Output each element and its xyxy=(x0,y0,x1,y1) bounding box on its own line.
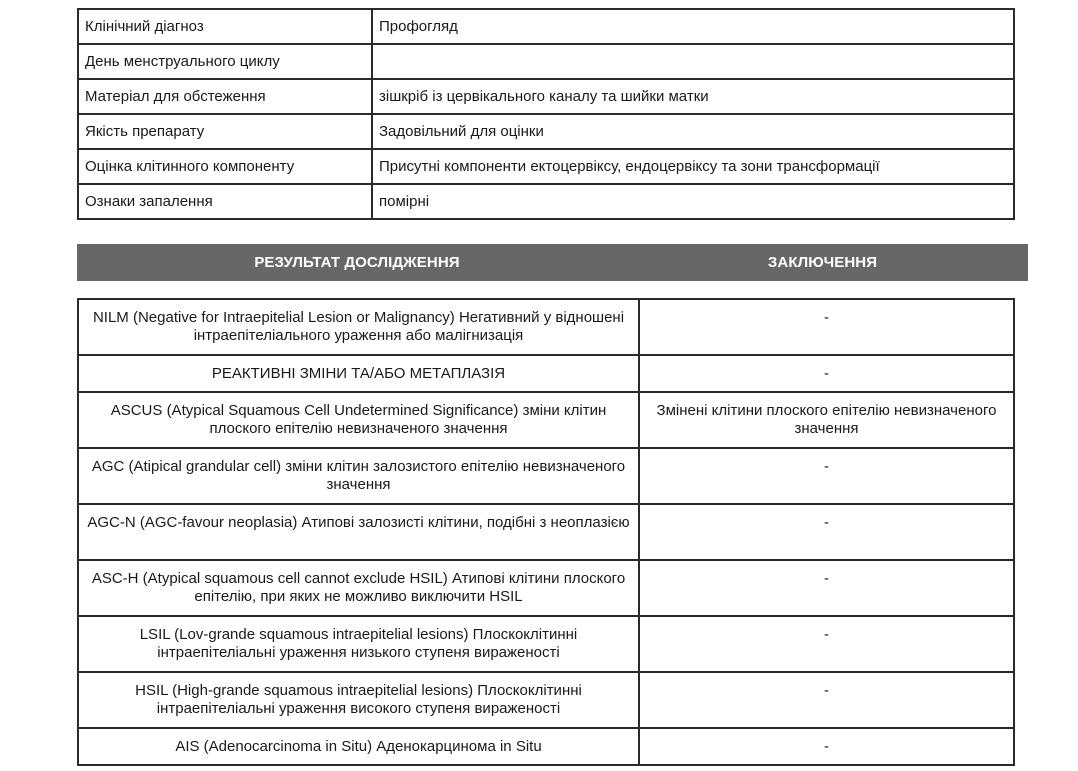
conclusion-cell: - xyxy=(639,560,1014,616)
table-row xyxy=(78,9,1014,44)
finding-cell: LSIL (Lov-grande squamous intraepitelial lesions) Плоскоклітинні інтраепітеліальні ураження низького ступеня вираженості xyxy=(78,616,639,672)
finding-cell: AIS (Adenocarcinoma in Situ) Аденокарцинома in Situ xyxy=(78,728,639,765)
row-value: Присутні компоненти ектоцервіксу, ендоцервіксу та зони трансформації xyxy=(372,149,1014,184)
conclusion-cell: - xyxy=(639,448,1014,504)
row-label: День менструального циклу xyxy=(78,44,372,79)
finding-cell: ASCUS (Atypical Squamous Cell Undetermined Significance) зміни клітин плоского епітелію невизначеного значення xyxy=(78,392,639,448)
row-value: зішкріб із цервікального каналу та шийки матки xyxy=(372,79,1014,114)
conclusion-cell: - xyxy=(639,504,1014,560)
row-label: Оцінка клітинного компоненту xyxy=(78,149,372,184)
conclusion-cell: - xyxy=(639,672,1014,728)
table-row xyxy=(78,355,1014,392)
table-row xyxy=(78,149,1014,184)
table-row xyxy=(78,299,1014,355)
clinical-info-table xyxy=(77,8,1015,220)
finding-cell: HSIL (High-grande squamous intraepitelial lesions) Плоскоклітинні інтраепітеліальні ураження високого ступеня вираженості xyxy=(78,672,639,728)
row-label: Матеріал для обстеження xyxy=(78,79,372,114)
row-label: Якість препарату xyxy=(78,114,372,149)
finding-cell: AGC-N (AGC-favour neoplasia) Атипові залозисті клітини, подібні з неоплазією xyxy=(78,504,639,560)
row-value: Профогляд xyxy=(372,9,1014,44)
table-row xyxy=(78,728,1014,765)
row-label: Ознаки запалення xyxy=(78,184,372,219)
conclusion-cell: - xyxy=(639,355,1014,392)
row-value xyxy=(372,44,1014,79)
table-row xyxy=(78,448,1014,504)
table-row xyxy=(78,392,1014,448)
finding-cell: ASC-H (Atypical squamous cell cannot exclude HSIL) Атипові клітини плоского епітелію, при яких не можливо виключити HSIL xyxy=(78,560,639,616)
finding-cell: AGC (Atipical grandular cell) зміни клітин залозистого епітелію невизначеного значення xyxy=(78,448,639,504)
table-row xyxy=(78,114,1014,149)
conclusion-column-heading: ЗАКЛЮЧЕННЯ xyxy=(767,254,878,271)
finding-cell: РЕАКТИВНІ ЗМІНИ ТА/АБО МЕТАПЛАЗІЯ xyxy=(78,355,639,392)
row-value: Задовільний для оцінки xyxy=(372,114,1014,149)
finding-cell: NILM (Negative for Intraepitelial Lesion or Malignancy) Негативний у відношені інтраепітеліального ураження або малігнизація xyxy=(78,299,639,355)
table-row xyxy=(78,504,1014,560)
result-column-heading: РЕЗУЛЬТАТ ДОСЛІДЖЕННЯ xyxy=(254,254,460,271)
table-row xyxy=(78,560,1014,616)
conclusion-cell: - xyxy=(639,728,1014,765)
row-value: помірні xyxy=(372,184,1014,219)
results-header-bar xyxy=(77,244,1028,281)
table-row xyxy=(78,184,1014,219)
conclusion-cell: - xyxy=(639,616,1014,672)
table-row xyxy=(78,79,1014,114)
table-row xyxy=(78,616,1014,672)
results-table xyxy=(77,298,1015,766)
conclusion-cell: Змінені клітини плоского епітелію невизначеного значення xyxy=(639,392,1014,448)
conclusion-cell: - xyxy=(639,299,1014,355)
table-row xyxy=(78,44,1014,79)
table-row xyxy=(78,672,1014,728)
row-label: Клінічний діагноз xyxy=(78,9,372,44)
